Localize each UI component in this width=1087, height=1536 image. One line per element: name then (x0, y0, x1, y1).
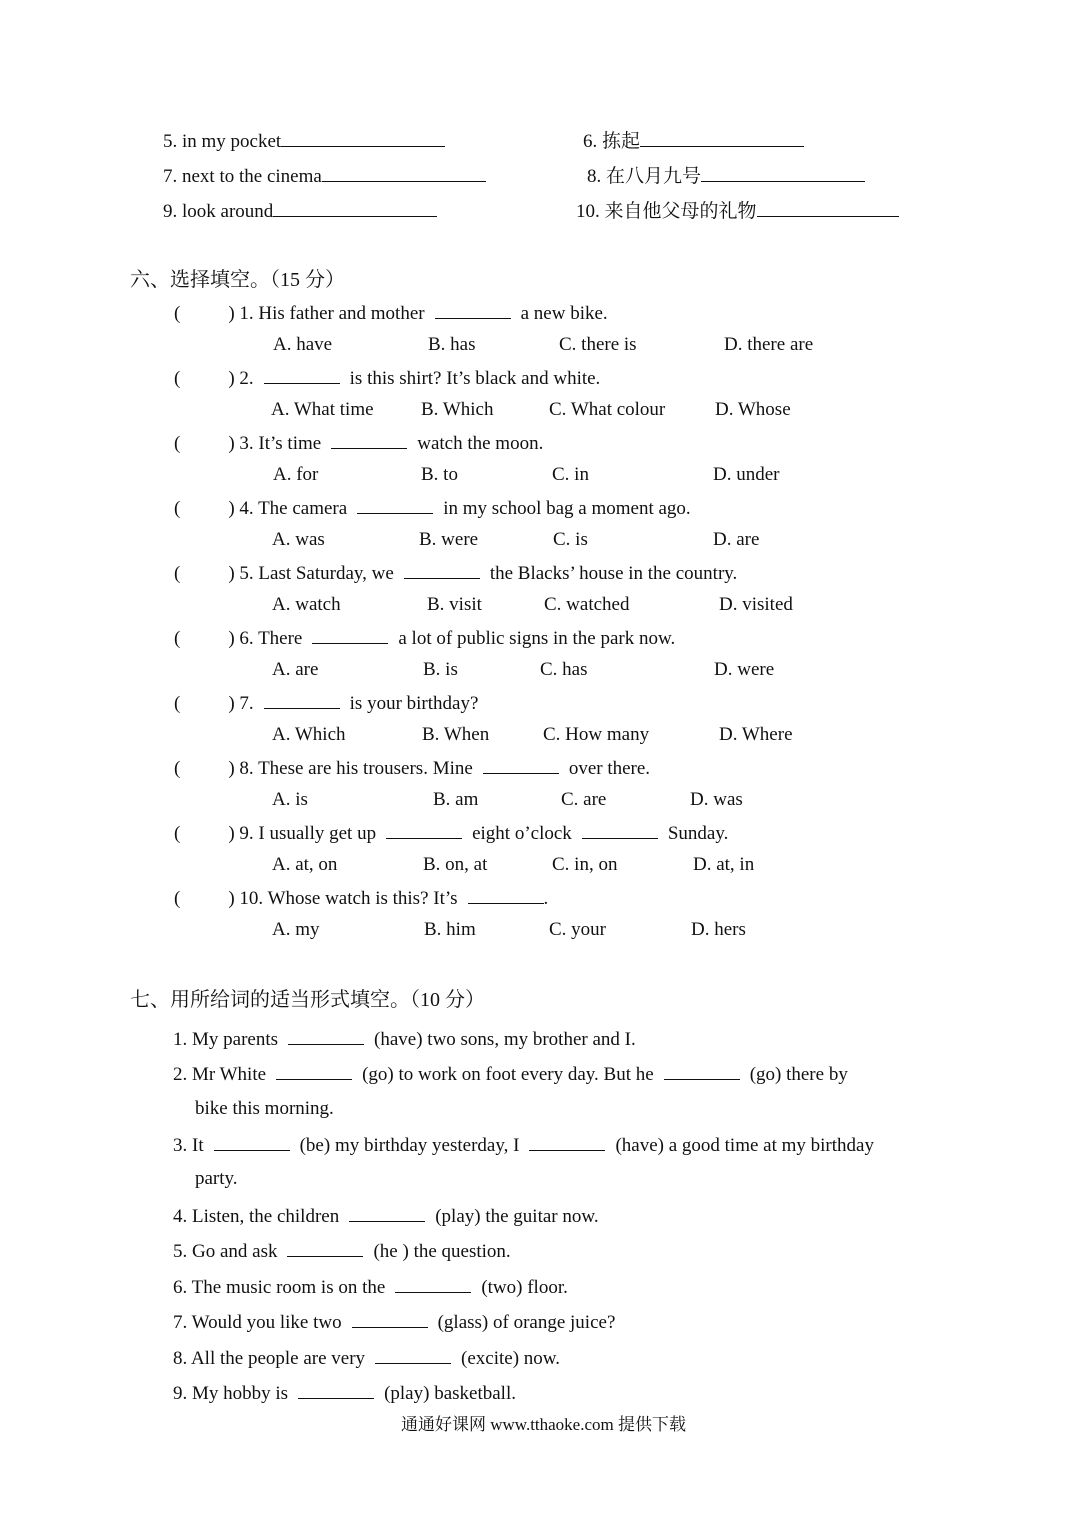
mc-question-5: ( ) 5. Last Saturday, we the Blacks’ house in the country. (174, 560, 737, 586)
answer-paren-close: ) (228, 498, 235, 519)
mc-question-9: ( ) 9. I usually get up eight o’clock Sunday. (174, 820, 728, 846)
fill-item-9: 9. My hobby is (play) basketball. (173, 1380, 516, 1406)
answer-blank[interactable] (664, 1061, 740, 1080)
option-d: D. Whose (715, 399, 791, 420)
answer-blank[interactable] (468, 885, 544, 904)
mc-question-2: ( ) 2. is this shirt? It’s black and white. (174, 365, 600, 391)
option-c: C. watched (544, 594, 630, 615)
answer-blank[interactable] (701, 163, 865, 182)
option-a: A. Which (272, 724, 346, 745)
option-b: B. visit (427, 594, 482, 615)
page-footer: 通通好课网 www.tthaoke.com 提供下载 (400, 1415, 687, 1434)
answer-paren-open: ( (174, 368, 181, 389)
answer-blank[interactable] (331, 430, 407, 449)
mc-question-3: ( ) 3. It’s time watch the moon. (174, 430, 543, 456)
option-a: A. are (272, 659, 319, 680)
option-d: D. was (690, 789, 743, 810)
fill-item-3-cont: party. (195, 1168, 238, 1189)
mc-question-4: ( ) 4. The camera in my school bag a moment ago. (174, 495, 691, 521)
answer-paren-close: ) (228, 888, 235, 909)
answer-blank[interactable] (582, 820, 658, 839)
answer-blank[interactable] (529, 1132, 605, 1151)
option-a: A. was (272, 529, 325, 550)
option-c: C. there is (559, 334, 637, 355)
answer-paren-close: ) (228, 368, 235, 389)
option-d: D. there are (724, 334, 814, 355)
fill-item-5: 5. Go and ask (he ) the question. (173, 1238, 511, 1264)
option-c: C. How many (543, 724, 650, 745)
answer-paren-close: ) (228, 823, 235, 844)
fill-item-4: 4. Listen, the children (play) the guitar now. (173, 1203, 599, 1229)
answer-paren-open: ( (174, 303, 181, 324)
option-b: B. am (433, 789, 479, 810)
answer-blank[interactable] (322, 163, 486, 182)
phrase-5: 5. in my pocket (163, 128, 445, 154)
section-7-heading: 七、用所给词的适当形式填空。（10 分） (130, 989, 485, 1011)
answer-blank[interactable] (435, 300, 511, 319)
phrase-7: 7. next to the cinema (163, 163, 486, 189)
answer-paren-open: ( (174, 888, 181, 909)
answer-paren-open: ( (174, 433, 181, 454)
answer-blank[interactable] (273, 198, 437, 217)
phrase-9: 9. look around (163, 198, 437, 224)
answer-blank[interactable] (281, 128, 445, 147)
answer-blank[interactable] (640, 128, 804, 147)
option-b: B. When (422, 724, 490, 745)
option-c: C. in (552, 464, 589, 485)
option-d: D. are (713, 529, 760, 550)
answer-paren-open: ( (174, 563, 181, 584)
answer-paren-open: ( (174, 758, 181, 779)
answer-blank[interactable] (264, 690, 340, 709)
option-c: C. your (549, 919, 606, 940)
answer-blank[interactable] (404, 560, 480, 579)
answer-paren-open: ( (174, 823, 181, 844)
option-a: A. watch (272, 594, 341, 615)
phrase-10: 10. 来自他父母的礼物 (576, 198, 899, 224)
answer-blank[interactable] (483, 755, 559, 774)
answer-paren-close: ) (228, 303, 235, 324)
option-d: D. were (714, 659, 775, 680)
fill-item-8: 8. All the people are very (excite) now. (173, 1345, 560, 1371)
option-b: B. to (421, 464, 458, 485)
answer-paren-close: ) (228, 693, 235, 714)
option-b: B. is (423, 659, 458, 680)
option-d: D. Where (719, 724, 793, 745)
answer-paren-open: ( (174, 693, 181, 714)
fill-item-1: 1. My parents (have) two sons, my brother and I. (173, 1026, 636, 1052)
answer-blank[interactable] (288, 1026, 364, 1045)
answer-blank[interactable] (276, 1061, 352, 1080)
option-a: A. my (272, 919, 320, 940)
mc-question-8: ( ) 8. These are his trousers. Mine over there. (174, 755, 650, 781)
option-d: D. under (713, 464, 780, 485)
answer-blank[interactable] (395, 1274, 471, 1293)
option-c: C. are (561, 789, 607, 810)
fill-item-2: 2. Mr White (go) to work on foot every day. But he (go) there by (173, 1061, 848, 1087)
option-a: A. at, on (272, 854, 338, 875)
section-6-heading: 六、选择填空。（15 分） (130, 269, 345, 291)
answer-paren-open: ( (174, 628, 181, 649)
answer-blank[interactable] (352, 1309, 428, 1328)
option-c: C. in, on (552, 854, 618, 875)
answer-paren-close: ) (228, 758, 235, 779)
option-c: C. has (540, 659, 588, 680)
option-a: A. is (272, 789, 308, 810)
phrase-8: 8. 在八月九号 (587, 163, 865, 189)
option-b: B. on, at (423, 854, 488, 875)
option-b: B. has (428, 334, 476, 355)
answer-blank[interactable] (312, 625, 388, 644)
answer-blank[interactable] (357, 495, 433, 514)
fill-item-6: 6. The music room is on the (two) floor. (173, 1274, 568, 1300)
fill-item-3: 3. It (be) my birthday yesterday, I (have) a good time at my birthday (173, 1132, 874, 1158)
answer-blank[interactable] (375, 1345, 451, 1364)
option-d: D. at, in (693, 854, 755, 875)
answer-blank[interactable] (757, 198, 899, 217)
option-d: D. visited (719, 594, 793, 615)
fill-item-2-cont: bike this morning. (195, 1098, 334, 1119)
mc-question-1: ( ) 1. His father and mother a new bike. (174, 300, 608, 326)
answer-blank[interactable] (386, 820, 462, 839)
option-a: A. have (273, 334, 333, 355)
option-a: A. for (273, 464, 319, 485)
mc-question-7: ( ) 7. is your birthday? (174, 690, 478, 716)
answer-paren-close: ) (228, 628, 235, 649)
mc-question-10: ( ) 10. Whose watch is this? It’s . (174, 885, 548, 911)
option-b: B. Which (421, 399, 494, 420)
answer-blank[interactable] (298, 1380, 374, 1399)
answer-blank[interactable] (349, 1203, 425, 1222)
option-c: C. What colour (549, 399, 666, 420)
phrase-6: 6. 拣起 (583, 128, 804, 154)
answer-paren-close: ) (228, 433, 235, 454)
answer-blank[interactable] (214, 1132, 290, 1151)
answer-blank[interactable] (287, 1238, 363, 1257)
option-c: C. is (553, 529, 588, 550)
option-b: B. were (419, 529, 479, 550)
option-b: B. him (424, 919, 476, 940)
answer-paren-open: ( (174, 498, 181, 519)
answer-blank[interactable] (264, 365, 340, 384)
mc-question-6: ( ) 6. There a lot of public signs in the park now. (174, 625, 675, 651)
fill-item-7: 7. Would you like two (glass) of orange juice? (173, 1309, 615, 1335)
option-a: A. What time (271, 399, 374, 420)
option-d: D. hers (691, 919, 746, 940)
answer-paren-close: ) (228, 563, 235, 584)
